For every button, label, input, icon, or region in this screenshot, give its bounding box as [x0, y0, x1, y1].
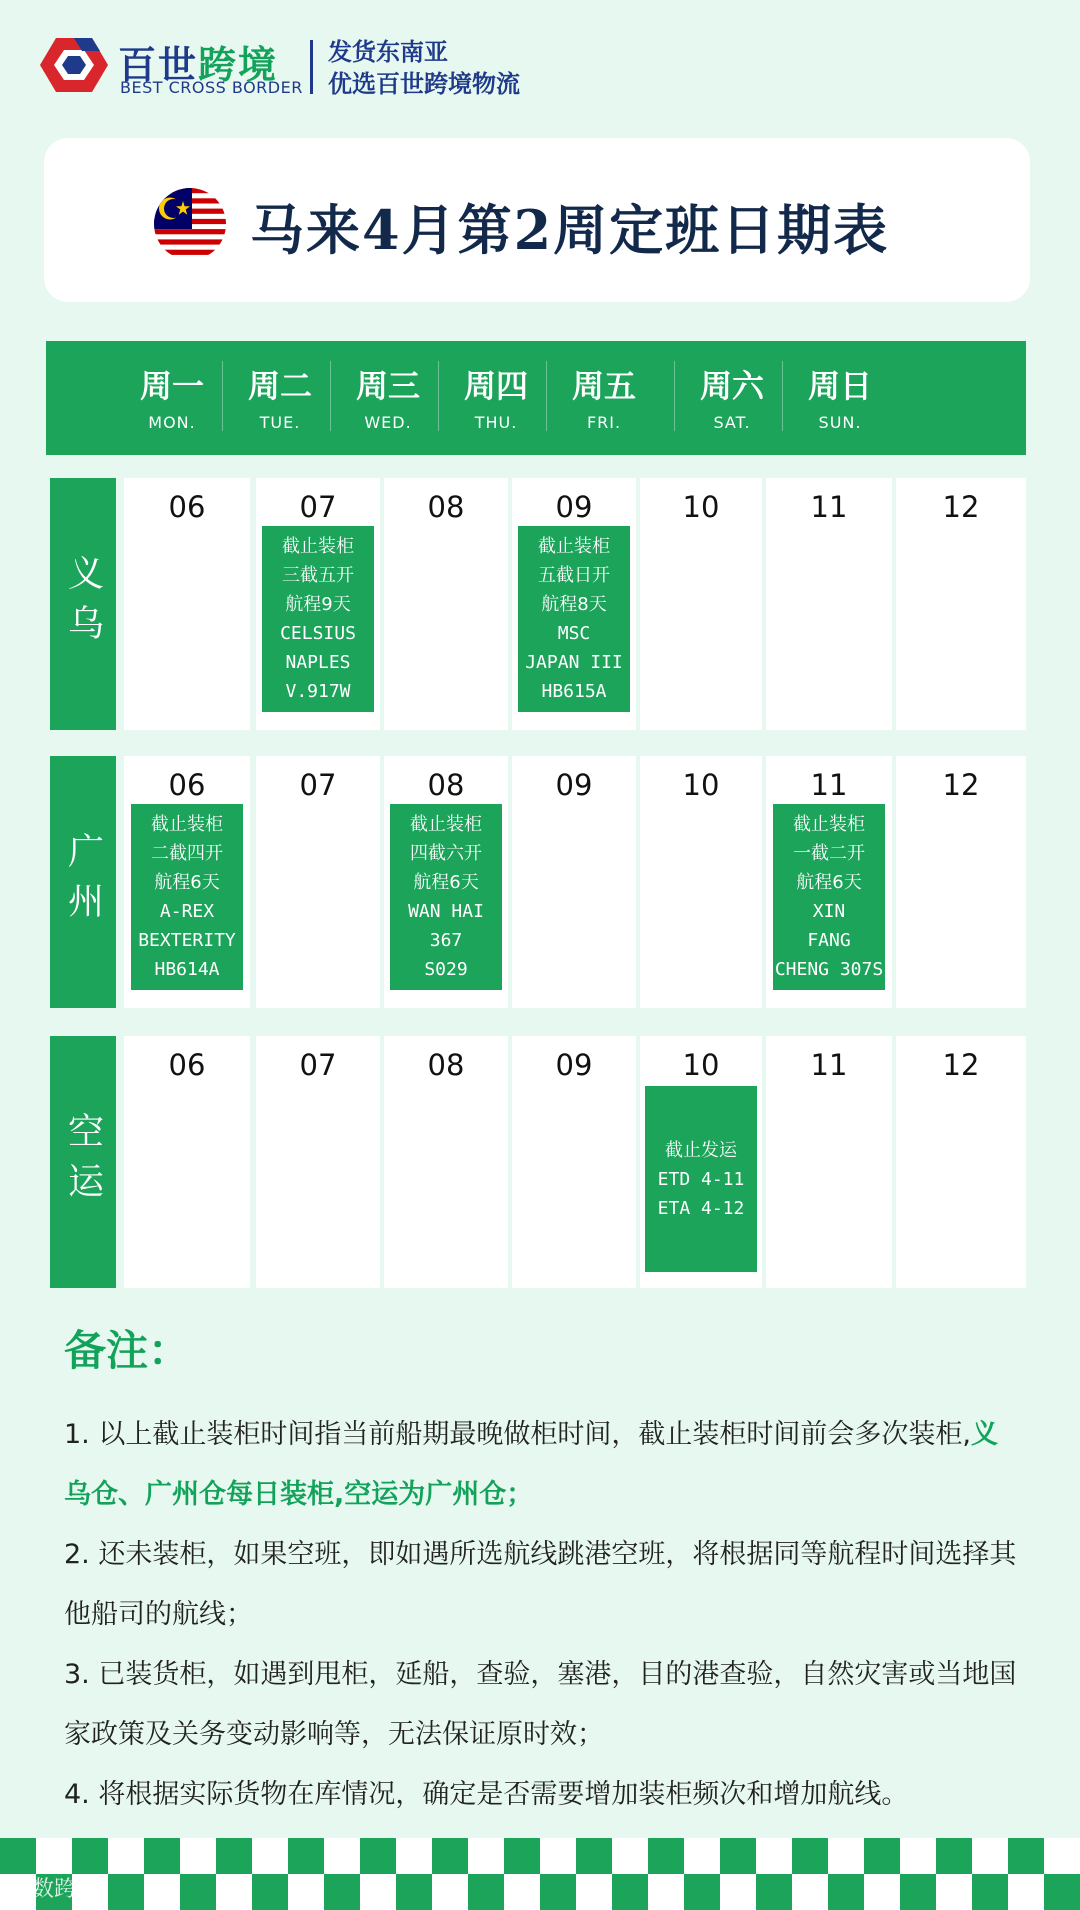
weekday-divider — [330, 361, 331, 431]
checker-square — [576, 1838, 612, 1874]
schedule-line: 航程6天 — [413, 872, 479, 893]
checker-square — [288, 1874, 324, 1910]
schedule-line: BEXTERITY — [138, 930, 236, 951]
schedule-line: 航程9天 — [285, 594, 351, 615]
checker-square — [828, 1874, 864, 1910]
date-number: 09 — [555, 490, 593, 524]
date-number: 12 — [942, 768, 980, 802]
weekday-cn: 周三 — [355, 367, 420, 405]
checker-square — [432, 1838, 468, 1874]
date-number: 08 — [427, 1048, 465, 1082]
checker-square — [792, 1874, 828, 1910]
day-cell — [256, 1036, 380, 1288]
schedule-line: 367 — [429, 930, 463, 951]
header-divider — [310, 40, 313, 94]
checker-square — [540, 1838, 576, 1874]
checker-square — [936, 1838, 972, 1874]
checker-square — [1044, 1874, 1080, 1910]
checker-square — [468, 1838, 504, 1874]
date-number: 07 — [299, 490, 337, 524]
date-number: 07 — [299, 768, 337, 802]
checker-square — [828, 1838, 864, 1874]
notes-list — [64, 1405, 1024, 1825]
schedule-line: XIN — [812, 901, 846, 922]
schedule-box — [773, 804, 885, 990]
date-number: 10 — [682, 490, 720, 524]
schedule-line: 五截日开 — [538, 565, 610, 586]
date-number: 08 — [427, 490, 465, 524]
schedule-line: CHENG 307S — [774, 959, 884, 980]
schedule-line: A-REX — [159, 901, 215, 922]
checker-square — [396, 1874, 432, 1910]
schedule-line: 四截六开 — [410, 843, 482, 864]
checker-square — [504, 1874, 540, 1910]
date-number: 10 — [682, 768, 720, 802]
schedule-line: ETA 4-12 — [657, 1197, 745, 1219]
weekday-en: TUE. — [259, 413, 301, 432]
checker-square — [756, 1838, 792, 1874]
checker-square — [756, 1874, 792, 1910]
weekday-en: FRI. — [586, 413, 622, 432]
day-cell — [512, 756, 636, 1008]
checker-square — [684, 1838, 720, 1874]
checker-square — [72, 1838, 108, 1874]
weekday-cn: 周日 — [807, 367, 872, 405]
checker-square — [144, 1874, 180, 1910]
checker-square — [396, 1838, 432, 1874]
day-cell — [384, 1036, 508, 1288]
note-3: 3. 已装货柜，如遇到甩柜，延船，查验，塞港，目的港查验，自然灾害或当地国家政策及关务变动影响等，无法保证原时效； — [64, 1659, 1017, 1750]
weekday-divider — [438, 361, 439, 431]
schedule-line: 二截四开 — [151, 843, 223, 864]
checker-square — [252, 1838, 288, 1874]
checker-square — [648, 1838, 684, 1874]
schedule-line: CELSIUS — [280, 623, 356, 644]
checker-square — [288, 1838, 324, 1874]
checker-square — [216, 1838, 252, 1874]
schedule-line: 一截二开 — [793, 843, 865, 864]
day-cell — [896, 756, 1026, 1008]
date-number: 09 — [555, 1048, 593, 1082]
malaysia-flag-icon — [154, 188, 226, 260]
checker-square — [612, 1874, 648, 1910]
checker-square — [0, 1838, 36, 1874]
checker-decoration — [0, 1838, 1080, 1910]
checker-square — [540, 1874, 576, 1910]
row-label — [50, 1036, 116, 1288]
day-cell — [256, 756, 380, 1008]
row-label-text: 义乌 — [62, 554, 104, 654]
schedule-row — [50, 478, 1026, 730]
checker-square — [720, 1838, 756, 1874]
title-card — [44, 138, 1030, 302]
notes-title: 备注： — [64, 1326, 191, 1375]
weekday-tue — [228, 341, 332, 455]
checker-square — [108, 1874, 144, 1910]
weekday-divider — [222, 361, 223, 431]
schedule-line: 截止装柜 — [282, 536, 354, 557]
weekday-fri — [552, 341, 656, 455]
weekday-en: WED. — [364, 413, 412, 432]
checker-square — [900, 1838, 936, 1874]
checker-square — [576, 1874, 612, 1910]
date-number: 06 — [168, 490, 206, 524]
schedule-line: 航程6天 — [154, 872, 220, 893]
checker-square — [180, 1838, 216, 1874]
checker-square — [216, 1874, 252, 1910]
checker-square — [1008, 1874, 1044, 1910]
schedule-line: HB614A — [154, 959, 220, 980]
day-cell — [766, 1036, 892, 1288]
row-label-text: 空运 — [62, 1112, 104, 1212]
schedule-line: 三截五开 — [282, 565, 354, 586]
checker-square — [612, 1838, 648, 1874]
day-cell — [640, 756, 762, 1008]
weekday-en: SAT. — [713, 413, 751, 432]
weekday-cn: 周四 — [463, 367, 528, 405]
date-number: 11 — [810, 768, 848, 802]
weekday-en: MON. — [148, 413, 196, 432]
schedule-line: FANG — [807, 930, 851, 951]
day-cell — [124, 478, 250, 730]
checker-square — [324, 1838, 360, 1874]
checker-square — [504, 1838, 540, 1874]
schedule-line: 截止装柜 — [410, 814, 482, 835]
checker-square — [684, 1874, 720, 1910]
date-number: 10 — [682, 1048, 720, 1082]
schedule-box — [518, 526, 630, 712]
weekday-wed — [336, 341, 440, 455]
date-number: 06 — [168, 1048, 206, 1082]
weekday-sat — [680, 341, 784, 455]
brand-name-en: BEST CROSS BORDER — [120, 78, 303, 97]
checker-square — [324, 1874, 360, 1910]
schedule-box — [131, 804, 243, 990]
date-number: 09 — [555, 768, 593, 802]
date-number: 11 — [810, 1048, 848, 1082]
schedule-line: JAPAN III — [525, 652, 623, 673]
weekday-divider — [674, 361, 675, 431]
checker-square — [1044, 1838, 1080, 1874]
day-cell — [896, 1036, 1026, 1288]
schedule-row — [50, 1036, 1026, 1288]
brand-header — [38, 34, 598, 104]
date-number: 07 — [299, 1048, 337, 1082]
schedule-line: 截止装柜 — [793, 814, 865, 835]
checker-square — [936, 1874, 972, 1910]
checker-square — [252, 1874, 288, 1910]
date-number: 12 — [942, 490, 980, 524]
date-number: 11 — [810, 490, 848, 524]
schedule-line: S029 — [424, 959, 468, 980]
weekday-cn: 周五 — [571, 367, 636, 405]
schedule-line: 航程8天 — [541, 594, 607, 615]
checker-square — [1008, 1838, 1044, 1874]
checker-square — [900, 1874, 936, 1910]
weekday-thu — [444, 341, 548, 455]
weekday-en: SUN. — [818, 413, 862, 432]
checker-square — [972, 1838, 1008, 1874]
watermark: 大数跨境 — [10, 1877, 99, 1902]
checker-square — [180, 1874, 216, 1910]
weekday-header — [46, 341, 1026, 455]
schedule-line: WAN HAI — [408, 901, 484, 922]
day-cell — [640, 478, 762, 730]
best-logo-icon — [38, 34, 110, 96]
checker-square — [432, 1874, 468, 1910]
checker-square — [468, 1874, 504, 1910]
schedule-line: HB615A — [541, 681, 607, 702]
day-cell — [384, 478, 508, 730]
schedule-line: 截止装柜 — [151, 814, 223, 835]
day-cell — [512, 1036, 636, 1288]
checker-square — [720, 1874, 756, 1910]
checker-square — [648, 1874, 684, 1910]
date-number: 08 — [427, 768, 465, 802]
schedule-row — [50, 756, 1026, 1008]
weekday-sun — [788, 341, 892, 455]
schedule-line: NAPLES — [285, 652, 351, 673]
schedule-box — [645, 1086, 757, 1272]
checker-square — [864, 1874, 900, 1910]
checker-square — [108, 1838, 144, 1874]
weekday-cn: 周一 — [139, 367, 204, 405]
weekday-cn: 周六 — [699, 367, 764, 405]
day-cell — [124, 1036, 250, 1288]
note-1: 1. 以上截止装柜时间指当前船期最晚做柜时间，截止装柜时间前会多次装柜,义乌仓、广州仓每日装柜,空运为广州仓； — [64, 1419, 998, 1510]
checker-square — [360, 1874, 396, 1910]
brand-name: 百世跨境 — [118, 43, 279, 87]
checker-square — [792, 1838, 828, 1874]
checker-square — [360, 1838, 396, 1874]
page-title: 马来4月第2周定班日期表 — [250, 198, 890, 262]
weekday-divider — [782, 361, 783, 431]
checker-square — [144, 1838, 180, 1874]
schedule-line: 航程6天 — [796, 872, 862, 893]
day-cell — [896, 478, 1026, 730]
schedule-line: MSC — [557, 623, 591, 644]
note-4: 4. 将根据实际货物在库情况，确定是否需要增加装柜频次和增加航线。 — [64, 1779, 909, 1810]
date-number: 06 — [168, 768, 206, 802]
schedule-box — [262, 526, 374, 712]
note-2: 2. 还未装柜，如果空班，即如遇所选航线跳港空班，将根据同等航程时间选择其他船司的航线； — [64, 1539, 1017, 1630]
schedule-line: 截止装柜 — [538, 536, 610, 557]
weekday-mon — [120, 341, 224, 455]
weekday-divider — [546, 361, 547, 431]
weekday-en: THU. — [474, 413, 518, 432]
schedule-line: 截止发运 — [665, 1139, 737, 1161]
weekday-cn: 周二 — [247, 367, 312, 405]
checker-square — [972, 1874, 1008, 1910]
checker-square — [864, 1838, 900, 1874]
slogan: 发货东南亚 优选百世跨境物流 — [328, 38, 520, 98]
schedule-box — [390, 804, 502, 990]
day-cell — [766, 478, 892, 730]
row-label-text: 广州 — [62, 832, 104, 932]
row-label — [50, 756, 116, 1008]
schedule-line: ETD 4-11 — [657, 1168, 745, 1190]
schedule-line: V.917W — [285, 681, 351, 702]
row-label — [50, 478, 116, 730]
checker-square — [36, 1838, 72, 1874]
date-number: 12 — [942, 1048, 980, 1082]
